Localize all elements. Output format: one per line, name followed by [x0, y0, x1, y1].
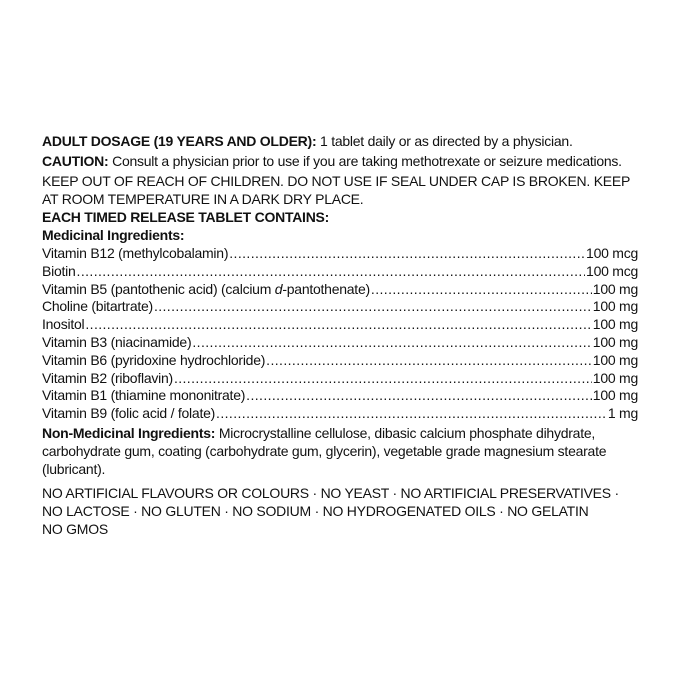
ingredient-name: Vitamin B6 (pyridoxine hydrochloride) [42, 351, 266, 368]
ingredient-amount: 100 mg [592, 298, 638, 315]
dosage-text: 1 tablet daily or as directed by a physician. [316, 133, 573, 149]
dosage-heading: ADULT DOSAGE (19 YEARS AND OLDER): [42, 133, 317, 149]
ingredient-row [42, 386, 638, 404]
leader-dots [154, 297, 592, 315]
ingredient-amount: 100 mg [592, 351, 638, 368]
supplement-label [42, 132, 638, 538]
contains-heading: EACH TIMED RELEASE TABLET CONTAINS: [42, 209, 330, 225]
ingredient-name: Vitamin B9 (folic acid / folate) [42, 405, 216, 422]
medicinal-heading: Medicinal Ingredients: [42, 227, 185, 243]
ingredient-row [42, 244, 638, 262]
caution-heading: CAUTION: [42, 153, 109, 169]
leader-dots [216, 404, 607, 422]
free-from-line: NO GMOS [42, 520, 108, 537]
ingredient-row [42, 351, 638, 369]
ingredient-row [42, 280, 638, 298]
leader-dots [192, 333, 591, 351]
ingredient-row [42, 297, 638, 315]
ingredient-name-part: -pantothenate) [282, 280, 370, 297]
ingredient-amount: 100 mg [592, 369, 638, 386]
leader-dots [229, 244, 585, 262]
ingredient-name: Inositol [42, 316, 85, 333]
ingredient-amount: 1 mg [607, 405, 638, 422]
ingredient-amount: 100 mcg [586, 245, 638, 261]
ingredient-name: Biotin [42, 262, 76, 279]
ingredient-row [42, 369, 638, 387]
ingredient-row [42, 315, 638, 333]
ingredient-amount: 100 mcg [586, 262, 638, 279]
ingredient-name: Vitamin B12 (methylcobalamin) [42, 245, 229, 261]
ingredient-row [42, 262, 638, 280]
free-from-statements [42, 484, 638, 538]
ingredient-amount: 100 mg [592, 333, 638, 350]
leader-dots [77, 262, 586, 280]
ingredient-name-part: Vitamin B5 (pantothenic acid) (calcium [42, 280, 275, 297]
non-medicinal-text: Microcrystalline cellulose, dibasic calcium phosphate dihydrate, carbohydrate gum, coating (carbohydrate gum, glycerin), vegetable grade magnesium stearate (lubricant). [42, 424, 607, 477]
ingredient-amount: 100 mg [592, 387, 638, 404]
ingredient-name: Choline (bitartrate) [42, 298, 153, 315]
dosage-statement [42, 132, 638, 150]
ingredient-row [42, 333, 638, 351]
ingredient-row [42, 404, 638, 422]
caution-text: Consult a physician prior to use if you are taking methotrexate or seizure medications. [108, 153, 622, 169]
non-medicinal-statement [42, 424, 638, 478]
ingredient-amount: 100 mg [592, 280, 638, 297]
ingredient-name: Vitamin B1 (thiamine mononitrate) [42, 387, 246, 404]
storage-warning: KEEP OUT OF REACH OF CHILDREN. DO NOT USE IF SEAL UNDER CAP IS BROKEN. KEEP AT ROOM TEMPERATURE IN A DARK DRY PLACE. [42, 173, 630, 207]
free-from-line: NO ARTIFICIAL FLAVOURS OR COLOURS · NO YEAST · NO ARTIFICIAL PRESERVATIVES · NO LACTOSE · NO GLUTEN · NO SODIUM · NO HYDROGENATED OILS · NO GELATIN [42, 484, 619, 519]
ingredient-amount: 100 mg [592, 316, 638, 333]
leader-dots [371, 280, 592, 298]
ingredient-name [42, 280, 370, 298]
leader-dots [174, 369, 592, 387]
leader-dots [266, 351, 592, 369]
ingredient-name: Vitamin B2 (riboflavin) [42, 369, 173, 386]
caution-statement [42, 152, 638, 170]
medicinal-ingredients-list [42, 244, 638, 422]
leader-dots [85, 315, 591, 333]
ingredient-name-italic: d [274, 280, 283, 297]
non-medicinal-heading: Non-Medicinal Ingredients: [42, 424, 216, 441]
ingredient-name: Vitamin B3 (niacinamide) [42, 333, 192, 350]
leader-dots [246, 386, 592, 404]
